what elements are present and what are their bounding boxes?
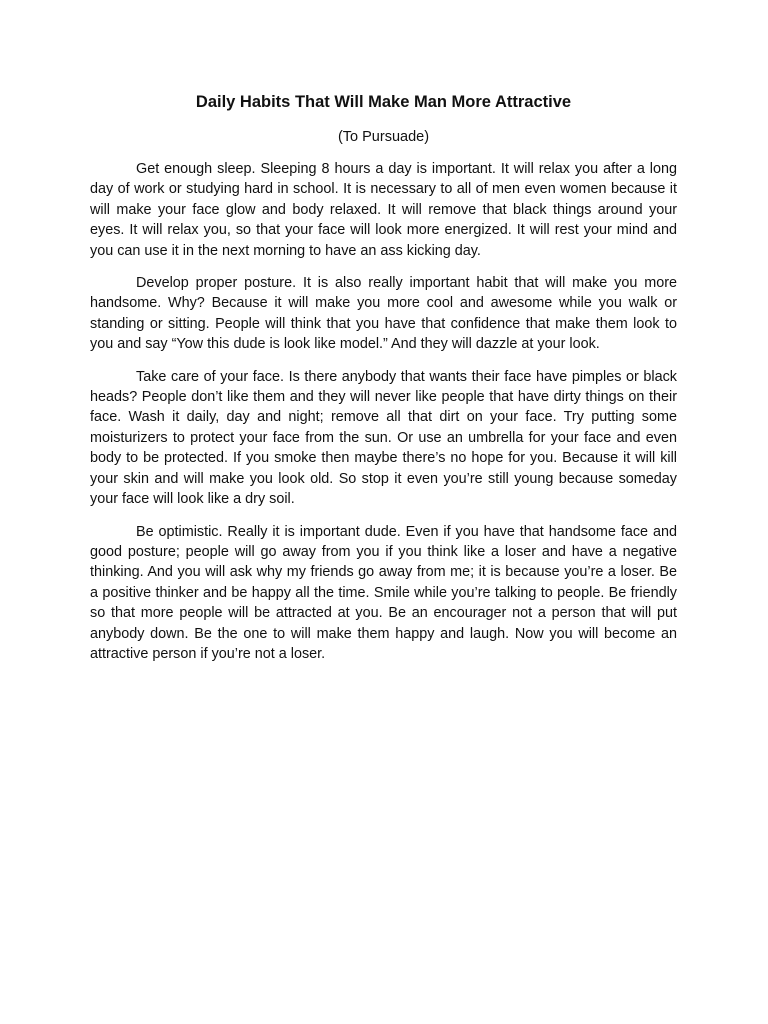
document-body (90, 159, 677, 664)
document-subtitle: (To Pursuade) (337, 129, 430, 145)
paragraph-sleep: Get enough sleep. Sleeping 8 hours a day is important. It will relax you after a long day of work or studying hard in school. It is necessary to all of men even women because it will make your face glow and body relaxed. It will remove that black things around your eyes. It will relax you, so that your face will look more energized. It will rest your mind and you can use it in the next morning to have an ass kicking day. (90, 161, 677, 259)
paragraph-optimism: Be optimistic. Really it is important dude. Even if you have that handsome face and good posture; people will go away from you if you think like a loser and have a negative thinking. And you will ask why my friends go away from me; it is because you’re a loser. Be a positive thinker and be happy all the time. Smile while you’re talking to people. Be friendly so that more people will be attracted at you. Be an encourager not a person that will put anybody down. Be the one to will make them happy and laugh. Now you will become an attractive person if you’re not a loser. (90, 523, 677, 662)
paragraph-posture: Develop proper posture. It is also really important habit that will make you more handsome. Why? Because it will make you more cool and awesome while you walk or standing or sitting. People will think that you have that confidence that make them look to you and say “Yow this dude is look like model.” And they will dazzle at your look. (90, 275, 677, 353)
paragraph-face-care: Take care of your face. Is there anybody that wants their face have pimples or black heads? People don’t like them and they will never like people that have dirty things on their face. Wash it daily, day and night; remove all that dirt on your face. Try putting some moisturizers to protect your face from the sun. Or use an umbrella for your face and even body to be protected. If you smoke then maybe there’s no hope for you. Because it will kill your skin and will make you look old. So stop it even you’re still young because someday your face will look like a dry soil. (90, 368, 677, 508)
document-title: Daily Habits That Will Make Man More Attractive (195, 93, 572, 111)
document-page (90, 92, 677, 676)
